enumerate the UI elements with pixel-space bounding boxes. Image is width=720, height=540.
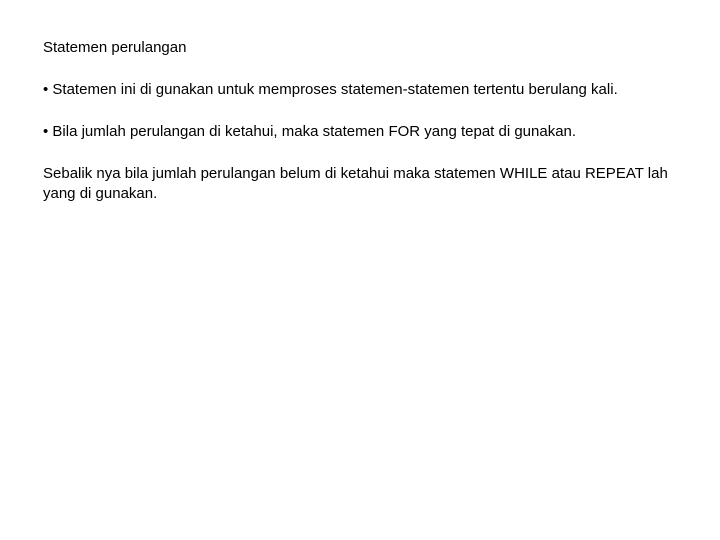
slide-title: Statemen perulangan	[43, 39, 187, 56]
paragraph-loop-purpose: • Statemen ini di gunakan untuk memproses statemen-statemen tertentu berulang kali.	[43, 81, 618, 98]
paragraph-for-statement: • Bila jumlah perulangan di ketahui, maka statemen FOR yang tepat di gunakan.	[43, 123, 577, 140]
paragraph-while-repeat: Sebalik nya bila jumlah perulangan belum di ketahui maka statemen WHILE atau REPEAT lah yang di gunakan.	[43, 165, 668, 202]
slide-text-block	[43, 38, 673, 226]
